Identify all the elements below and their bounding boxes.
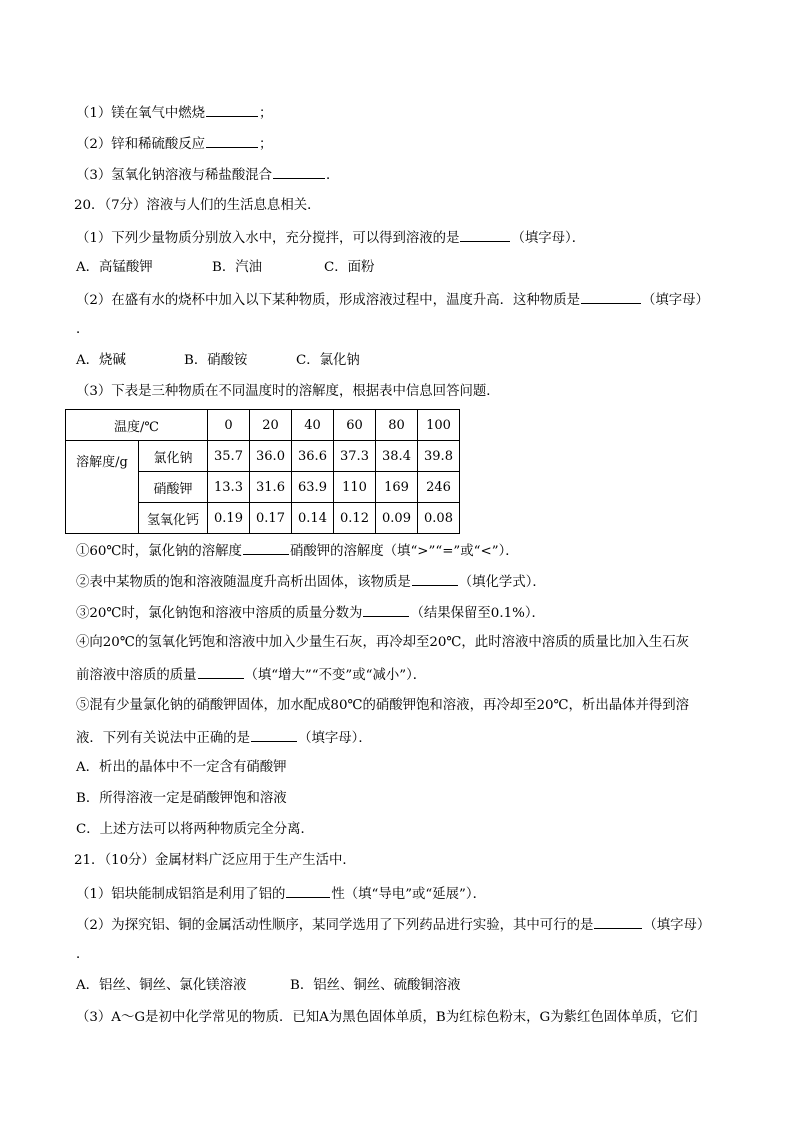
value-cell: 0.14 bbox=[292, 503, 334, 534]
q20-part-2-options bbox=[76, 352, 360, 370]
substance-name: 氯化钠 bbox=[139, 441, 208, 472]
q20-sub-4: ④向20℃的氢氧化钙饱和溶液中加入少量生石灰，再冷却至20℃，此时溶液中溶质的质量比加入生石灰 bbox=[76, 635, 690, 650]
option-c: C．氯化钠 bbox=[296, 353, 360, 368]
answer-blank[interactable] bbox=[273, 165, 325, 179]
substance-name: 硝酸钾 bbox=[139, 472, 208, 503]
answer-blank[interactable] bbox=[286, 884, 330, 898]
option-b: B．硝酸铵 bbox=[184, 353, 248, 368]
answer-blank[interactable] bbox=[594, 915, 642, 929]
q20-part-1: （1）下列少量物质分别放入水中，充分搅拌，可以得到溶液的是 （填字母）． bbox=[76, 228, 585, 248]
q20-part-2-cont: ． bbox=[76, 322, 90, 337]
q20-sub-3: ③20℃时，氯化钠饱和溶液中溶质的质量分数为 （结果保留至0.1%）． bbox=[76, 603, 545, 623]
value-cell: 13.3 bbox=[208, 472, 250, 503]
value-cell: 169 bbox=[376, 472, 418, 503]
answer-blank[interactable] bbox=[460, 228, 510, 242]
table-row bbox=[66, 441, 460, 472]
temp-cell: 100 bbox=[418, 410, 460, 441]
value-cell: 38.4 bbox=[376, 441, 418, 472]
temp-cell: 80 bbox=[376, 410, 418, 441]
answer-blank[interactable] bbox=[198, 665, 244, 679]
value-cell: 246 bbox=[418, 472, 460, 503]
q20-part-1-options bbox=[76, 259, 374, 277]
option-a: A．烧碱 bbox=[76, 353, 126, 368]
q21-heading: 21．（10分）金属材料广泛应用于生产生活中． bbox=[74, 853, 356, 868]
q21-part-3: （3）A～G是初中化学常见的物质．已知A为黑色固体单质，B为红棕色粉末，G为紫红色固体单质，它们 bbox=[76, 1010, 698, 1025]
value-cell: 0.19 bbox=[208, 503, 250, 534]
value-cell: 37.3 bbox=[334, 441, 376, 472]
value-cell: 36.6 bbox=[292, 441, 334, 472]
temp-cell: 0 bbox=[208, 410, 250, 441]
option-b: B．汽油 bbox=[212, 260, 263, 275]
answer-blank[interactable] bbox=[412, 572, 458, 586]
substance-name: 氢氧化钙 bbox=[139, 503, 208, 534]
q20-heading: 20．（7分）溶液与人们的生活息息相关． bbox=[74, 198, 321, 213]
value-cell: 39.8 bbox=[418, 441, 460, 472]
q20-sub-5: ⑤混有少量氯化钠的硝酸钾固体，加水配成80℃的硝酸钾饱和溶液，再冷却至20℃，析出晶体并得到溶 bbox=[76, 698, 690, 713]
q20-part-3: （3）下表是三种物质在不同温度时的溶解度，根据表中信息回答问题． bbox=[76, 384, 500, 399]
q21-part-2-options bbox=[76, 977, 461, 995]
answer-blank[interactable] bbox=[251, 728, 297, 742]
value-cell: 0.12 bbox=[334, 503, 376, 534]
value-cell: 0.17 bbox=[250, 503, 292, 534]
table-header-row bbox=[66, 410, 460, 441]
value-cell: 63.9 bbox=[292, 472, 334, 503]
q20-sub-5-option-a: A．析出的晶体中不一定含有硝酸钾 bbox=[76, 760, 287, 775]
answer-blank[interactable] bbox=[363, 603, 409, 617]
q19-item-1: （1）镁在氧气中燃烧 ； bbox=[76, 103, 272, 123]
value-cell: 36.0 bbox=[250, 441, 292, 472]
value-cell: 31.6 bbox=[250, 472, 292, 503]
value-cell: 0.08 bbox=[418, 503, 460, 534]
solubility-label: 溶解度/g bbox=[66, 441, 139, 534]
answer-blank[interactable] bbox=[206, 103, 258, 117]
q20-sub-1: ①60℃时，氯化钠的溶解度 硝酸钾的溶解度（填“>”“=”或“<”）． bbox=[76, 541, 519, 561]
q20-sub-2: ②表中某物质的饱和溶液随温度升高析出固体，该物质是 （填化学式）． bbox=[76, 572, 546, 592]
solubility-table bbox=[65, 409, 460, 534]
q19-item-3: （3）氢氧化钠溶液与稀盐酸混合 ． bbox=[76, 165, 339, 185]
temp-cell: 40 bbox=[292, 410, 334, 441]
temp-cell: 60 bbox=[334, 410, 376, 441]
q21-part-2-cont: ． bbox=[76, 947, 90, 962]
answer-blank[interactable] bbox=[243, 541, 289, 555]
option-a: A．铝丝、铜丝、氯化镁溶液 bbox=[76, 978, 247, 993]
q20-part-2: （2）在盛有水的烧杯中加入以下某种物质，形成溶液过程中，温度升高．这种物质是 （填字母） bbox=[76, 290, 709, 310]
option-a: A．高锰酸钾 bbox=[76, 260, 153, 275]
answer-blank[interactable] bbox=[581, 290, 641, 304]
temp-cell: 20 bbox=[250, 410, 292, 441]
temp-header: 温度/℃ bbox=[66, 410, 208, 441]
q19-item-2: （2）锌和稀硫酸反应 ； bbox=[76, 134, 272, 154]
value-cell: 0.09 bbox=[376, 503, 418, 534]
option-b: B．铝丝、铜丝、硫酸铜溶液 bbox=[290, 978, 461, 993]
answer-blank[interactable] bbox=[206, 134, 258, 148]
q21-part-2: （2）为探究铝、铜的金属活动性顺序，某同学选用了下列药品进行实验，其中可行的是 （填字母） bbox=[76, 915, 710, 935]
q20-sub-4-cont: 前溶液中溶质的质量 （填“增大”“不变”或“减小”）． bbox=[76, 665, 426, 685]
value-cell: 35.7 bbox=[208, 441, 250, 472]
q21-part-1: （1）铝块能制成铝箔是利用了铝的 性（填“导电”或“延展”）． bbox=[76, 884, 486, 904]
q20-sub-5-option-b: B．所得溶液一定是硝酸钾饱和溶液 bbox=[76, 791, 287, 806]
value-cell: 110 bbox=[334, 472, 376, 503]
option-c: C．面粉 bbox=[324, 260, 375, 275]
q20-sub-5-cont: 液．下列有关说法中正确的是 （填字母）． bbox=[76, 728, 372, 748]
q20-sub-5-option-c: C．上述方法可以将两种物质完全分离． bbox=[76, 822, 314, 837]
